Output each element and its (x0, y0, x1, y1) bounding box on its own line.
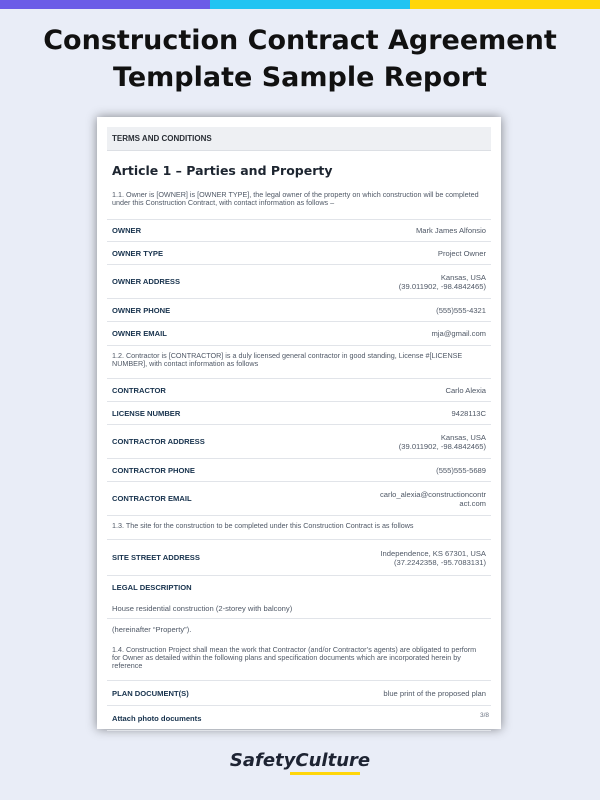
field-label: SITE STREET ADDRESS (112, 553, 200, 562)
page-number: 3/8 (479, 712, 489, 719)
article-title: Article 1 – Parties and Property (112, 163, 333, 178)
field-value-line: (37.2242358, -95.7083131) (393, 557, 486, 567)
field-label: PLAN DOCUMENT(S) (112, 688, 189, 698)
paragraph-1-4: 1.4. Construction Project shall mean the work that Contractor (and/or Contractor’s agents) are obligated to perform for Owner as detailed within the following plans and specification documents which are incorporated herein by reference (107, 640, 491, 681)
field-value: 9428113C (451, 408, 486, 418)
field-label: LICENSE NUMBER (112, 408, 181, 418)
top-accent-bar (0, 0, 600, 9)
field-label: OWNER EMAIL (112, 329, 167, 338)
field-contractor-phone (107, 459, 491, 482)
paragraph-1-1: 1.1. Owner is [OWNER] is [OWNER TYPE], the legal owner of the property on which construction will be completed under this Construction Contract, with contact information as follows – (107, 185, 491, 220)
field-label: OWNER PHONE (112, 305, 171, 315)
field-value: Carlo Alexia (445, 385, 486, 395)
field-value-line: (39.011902, -98.4842465) (398, 281, 486, 291)
field-owner (107, 220, 491, 242)
field-value: mja@gmail.com (431, 329, 486, 338)
field-owner-type (107, 242, 491, 265)
report-page (97, 117, 501, 729)
legal-description-label: LEGAL DESCRIPTION (112, 582, 192, 592)
accent-segment-purple (0, 0, 210, 9)
brand-logo-underline (290, 772, 360, 775)
field-contractor (107, 379, 491, 402)
field-label: OWNER ADDRESS (112, 277, 181, 286)
legal-description-value: House residential construction (2-storey with balcony) (107, 598, 491, 619)
field-value (399, 273, 486, 291)
field-label: CONTRACTOR ADDRESS (112, 437, 205, 446)
field-contractor-address (107, 425, 491, 459)
accent-segment-cyan (210, 0, 410, 9)
paragraph-1-3: 1.3. The site for the construction to be completed under this Construction Contract is as follows (107, 516, 491, 540)
field-contractor-email (107, 482, 491, 516)
report-content (107, 127, 491, 731)
hereinafter-text: (hereinafter “Property”). (112, 625, 192, 634)
field-value (380, 490, 486, 508)
field-value-line: Kansas, USA (440, 272, 486, 282)
field-label: OWNER (112, 226, 142, 235)
field-license-number (107, 402, 491, 425)
field-value-line: Independence, KS 67301, USA (380, 548, 486, 558)
field-label: OWNER TYPE (112, 248, 164, 258)
field-label: CONTRACTOR PHONE (112, 465, 195, 475)
field-owner-email (107, 322, 491, 346)
field-value (380, 549, 486, 567)
field-value-line: carlo_alexia@constructioncontr (379, 489, 486, 499)
brand-logo: SafetyCulture (229, 750, 371, 771)
attach-photo-documents: Attach photo documents (107, 706, 491, 731)
field-value: blue print of the proposed plan (383, 688, 486, 698)
page-title (0, 22, 600, 96)
field-site-street-address (107, 540, 491, 576)
section-header: TERMS AND CONDITIONS (107, 127, 491, 151)
field-value: (555)555-4321 (436, 305, 486, 315)
paragraph-1-2: 1.2. Contractor is [CONTRACTOR] is a duly licensed general contractor in good standing, License #[LICENSE NUMBER], with contact information as follows (107, 346, 491, 379)
field-value: Project Owner (437, 248, 486, 258)
page-title-line-1: Construction Contract Agreement (43, 25, 557, 56)
field-label: CONTRACTOR (112, 385, 166, 395)
page-title-line-2: Template Sample Report (113, 62, 487, 93)
field-value-line: (39.011902, -98.4842465) (398, 441, 486, 451)
field-owner-address (107, 265, 491, 299)
field-owner-phone (107, 299, 491, 322)
field-value-line: Kansas, USA (440, 432, 486, 442)
field-value-line: act.com (459, 498, 486, 508)
field-value (399, 433, 486, 451)
field-plan-documents (107, 681, 491, 706)
field-value: Mark James Alfonsio (415, 226, 486, 235)
field-label: CONTRACTOR EMAIL (112, 494, 192, 503)
field-value: (555)555-5689 (436, 465, 486, 475)
accent-segment-yellow (410, 0, 600, 9)
